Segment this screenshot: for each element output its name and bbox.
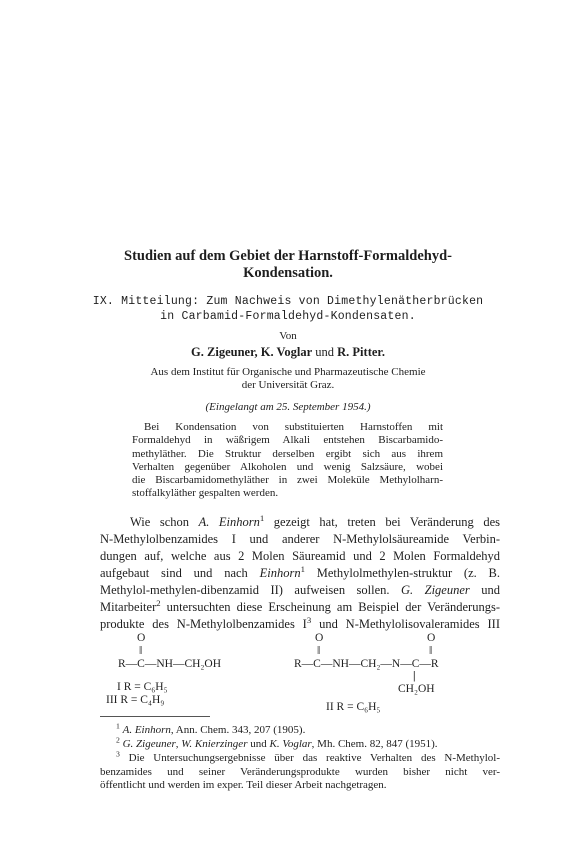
abstract-line: Formaldehyd in wäßrigem Alkali entstehen Biscarbamido- [132, 434, 443, 447]
title-line-2: Kondensation. [243, 265, 333, 281]
abstract-line: stoffalkyläther gespalten werden. [132, 487, 279, 500]
footnote-text: , Mh. Chem. 82, 847 (1951). [311, 738, 438, 750]
cited-author: Einhorn [259, 566, 301, 580]
body-line [100, 514, 500, 531]
formula-right-structure: R—C—NH—CH₂—N—C—R [294, 658, 439, 670]
institute-line-2: der Universität Graz. [241, 379, 335, 391]
body-line [100, 616, 500, 633]
footnote-text: und [247, 738, 270, 750]
body-text: und [469, 583, 500, 597]
abstract [132, 421, 443, 501]
footnote-1 [100, 721, 500, 738]
body-line [100, 599, 500, 616]
formula-label-II: II R = C₆H₅ [326, 701, 381, 713]
author-separator: und [312, 345, 338, 359]
footnote-ref[interactable]: 1 [259, 512, 265, 523]
footnote-ref[interactable]: 3 [306, 614, 312, 625]
received-date: (Eingelangt am 25. September 1954.) [205, 401, 371, 413]
footnote-separator [100, 716, 210, 717]
abstract-line: methyläther. Die Struktur derselben ergibt sich aus ihrem [132, 447, 443, 460]
footnote-line: benzamides und seiner Veränderungsprodukte wurden bisher nicht ver- [100, 765, 500, 778]
formula-left-double-bond: ‖ [139, 645, 143, 657]
formula-right-double-bond-1: ‖ [317, 645, 321, 657]
body-text: Methylol-methylen-dibenzamid II) aufweisen sollen. [100, 583, 402, 597]
title-line-1: Studien auf dem Gebiet der Harnstoff-Formaldehyd- [124, 248, 452, 264]
footnote-2 [100, 735, 500, 752]
body-text: Methylolmethylen-struktur (z. B. [304, 566, 500, 580]
cited-author: A. Einhorn [198, 515, 260, 529]
footnote-text: , [175, 738, 182, 750]
author-voglar: K. Voglar [260, 345, 313, 359]
subtitle-line-2: in Carbamid-Formaldehyd-Kondensaten. [160, 310, 416, 323]
footnote-ref[interactable]: 1 [300, 563, 305, 574]
body-line [100, 582, 500, 599]
body-text: und N-Methylolisovaleramides III [311, 617, 501, 631]
abstract-line: die Biscarbamidomethyläther in zwei Moleküle Methylolharn- [132, 474, 443, 487]
formula-left-oxygen: O [137, 632, 146, 644]
von-label: Von [279, 330, 297, 342]
formula-left-structure: R—C—NH—CH₂OH [118, 658, 222, 670]
body-text: Wie schon [130, 515, 199, 529]
footnote-author: K. Voglar [269, 738, 312, 750]
institute-line-1: Aus dem Institut für Organische und Pharmazeutische Chemie [150, 366, 426, 378]
formula-right-double-bond-2: ‖ [429, 645, 433, 657]
abstract-line: Verhalten gegenüber Alkoholen und wenig Salzsäure, wobei [132, 460, 443, 473]
body-line [100, 565, 500, 582]
paper-subtitle [86, 294, 490, 324]
footnote-3 [100, 749, 500, 793]
paper-title [80, 248, 496, 282]
author-pitter: R. Pitter [337, 345, 382, 359]
body-text: untersuchten diese Erscheinung am Beispiel der Veränderungs- [160, 600, 500, 614]
footnote-author: G. Zigeuner [122, 738, 176, 750]
body-text: produkte des N-Methylolbenzamides I [100, 617, 307, 631]
footnote-line [100, 749, 500, 766]
institute [80, 366, 496, 392]
body-paragraph [100, 514, 500, 633]
footnote-text: Die Untersuchungsergebnisse über das reaktive Verhalten des N-Methylol- [128, 752, 500, 764]
body-text: aufgebaut sind und nach [100, 566, 260, 580]
formula-label-III: III R = C₄H₉ [106, 694, 165, 706]
author-end: . [381, 345, 385, 359]
footnote-number: 2 [116, 735, 120, 745]
footnote-text: , Ann. Chem. 343, 207 (1905). [170, 724, 306, 736]
author-zigeuner: G. Zigeuner [191, 345, 255, 359]
formula-vertical-bond: | [413, 670, 416, 682]
body-text: Mitarbeiter [100, 600, 157, 614]
footnote-author: A. Einhorn [122, 724, 171, 736]
footnote-number: 1 [116, 721, 120, 731]
body-text: gezeigt hat, treten bei Veränderung des [264, 515, 501, 529]
abstract-line: Bei Kondensation von substituierten Harnstoffen mit [144, 421, 443, 433]
body-line: dungen auf, welche aus 2 Molen Säureamid und 2 Molen Formaldehyd [100, 549, 500, 563]
footnote-ref[interactable]: 2 [156, 597, 161, 608]
formula-right-oxygen-2: O [427, 632, 436, 644]
author-separator: , [254, 345, 261, 359]
cited-author: G. Zigeuner [401, 583, 470, 597]
subtitle-line-1: IX. Mitteilung: Zum Nachweis von Dimethylenätherbrücken [92, 295, 484, 308]
author-list [80, 345, 496, 360]
footnote-number: 3 [116, 749, 120, 759]
footnote-line: öffentlicht und werden im exper. Teil dieser Arbeit nachgetragen. [100, 779, 387, 791]
body-line: N-Methylolbenzamides I und anderer N-Methylolsäureamide Verbin- [100, 532, 500, 546]
formula-right-oxygen-1: O [315, 632, 324, 644]
footnote-author: W. Knierzinger [181, 738, 248, 750]
formula-label-I: I R = C₆H₅ [117, 681, 168, 693]
formula-ch2oh: CH₂OH [398, 683, 435, 695]
